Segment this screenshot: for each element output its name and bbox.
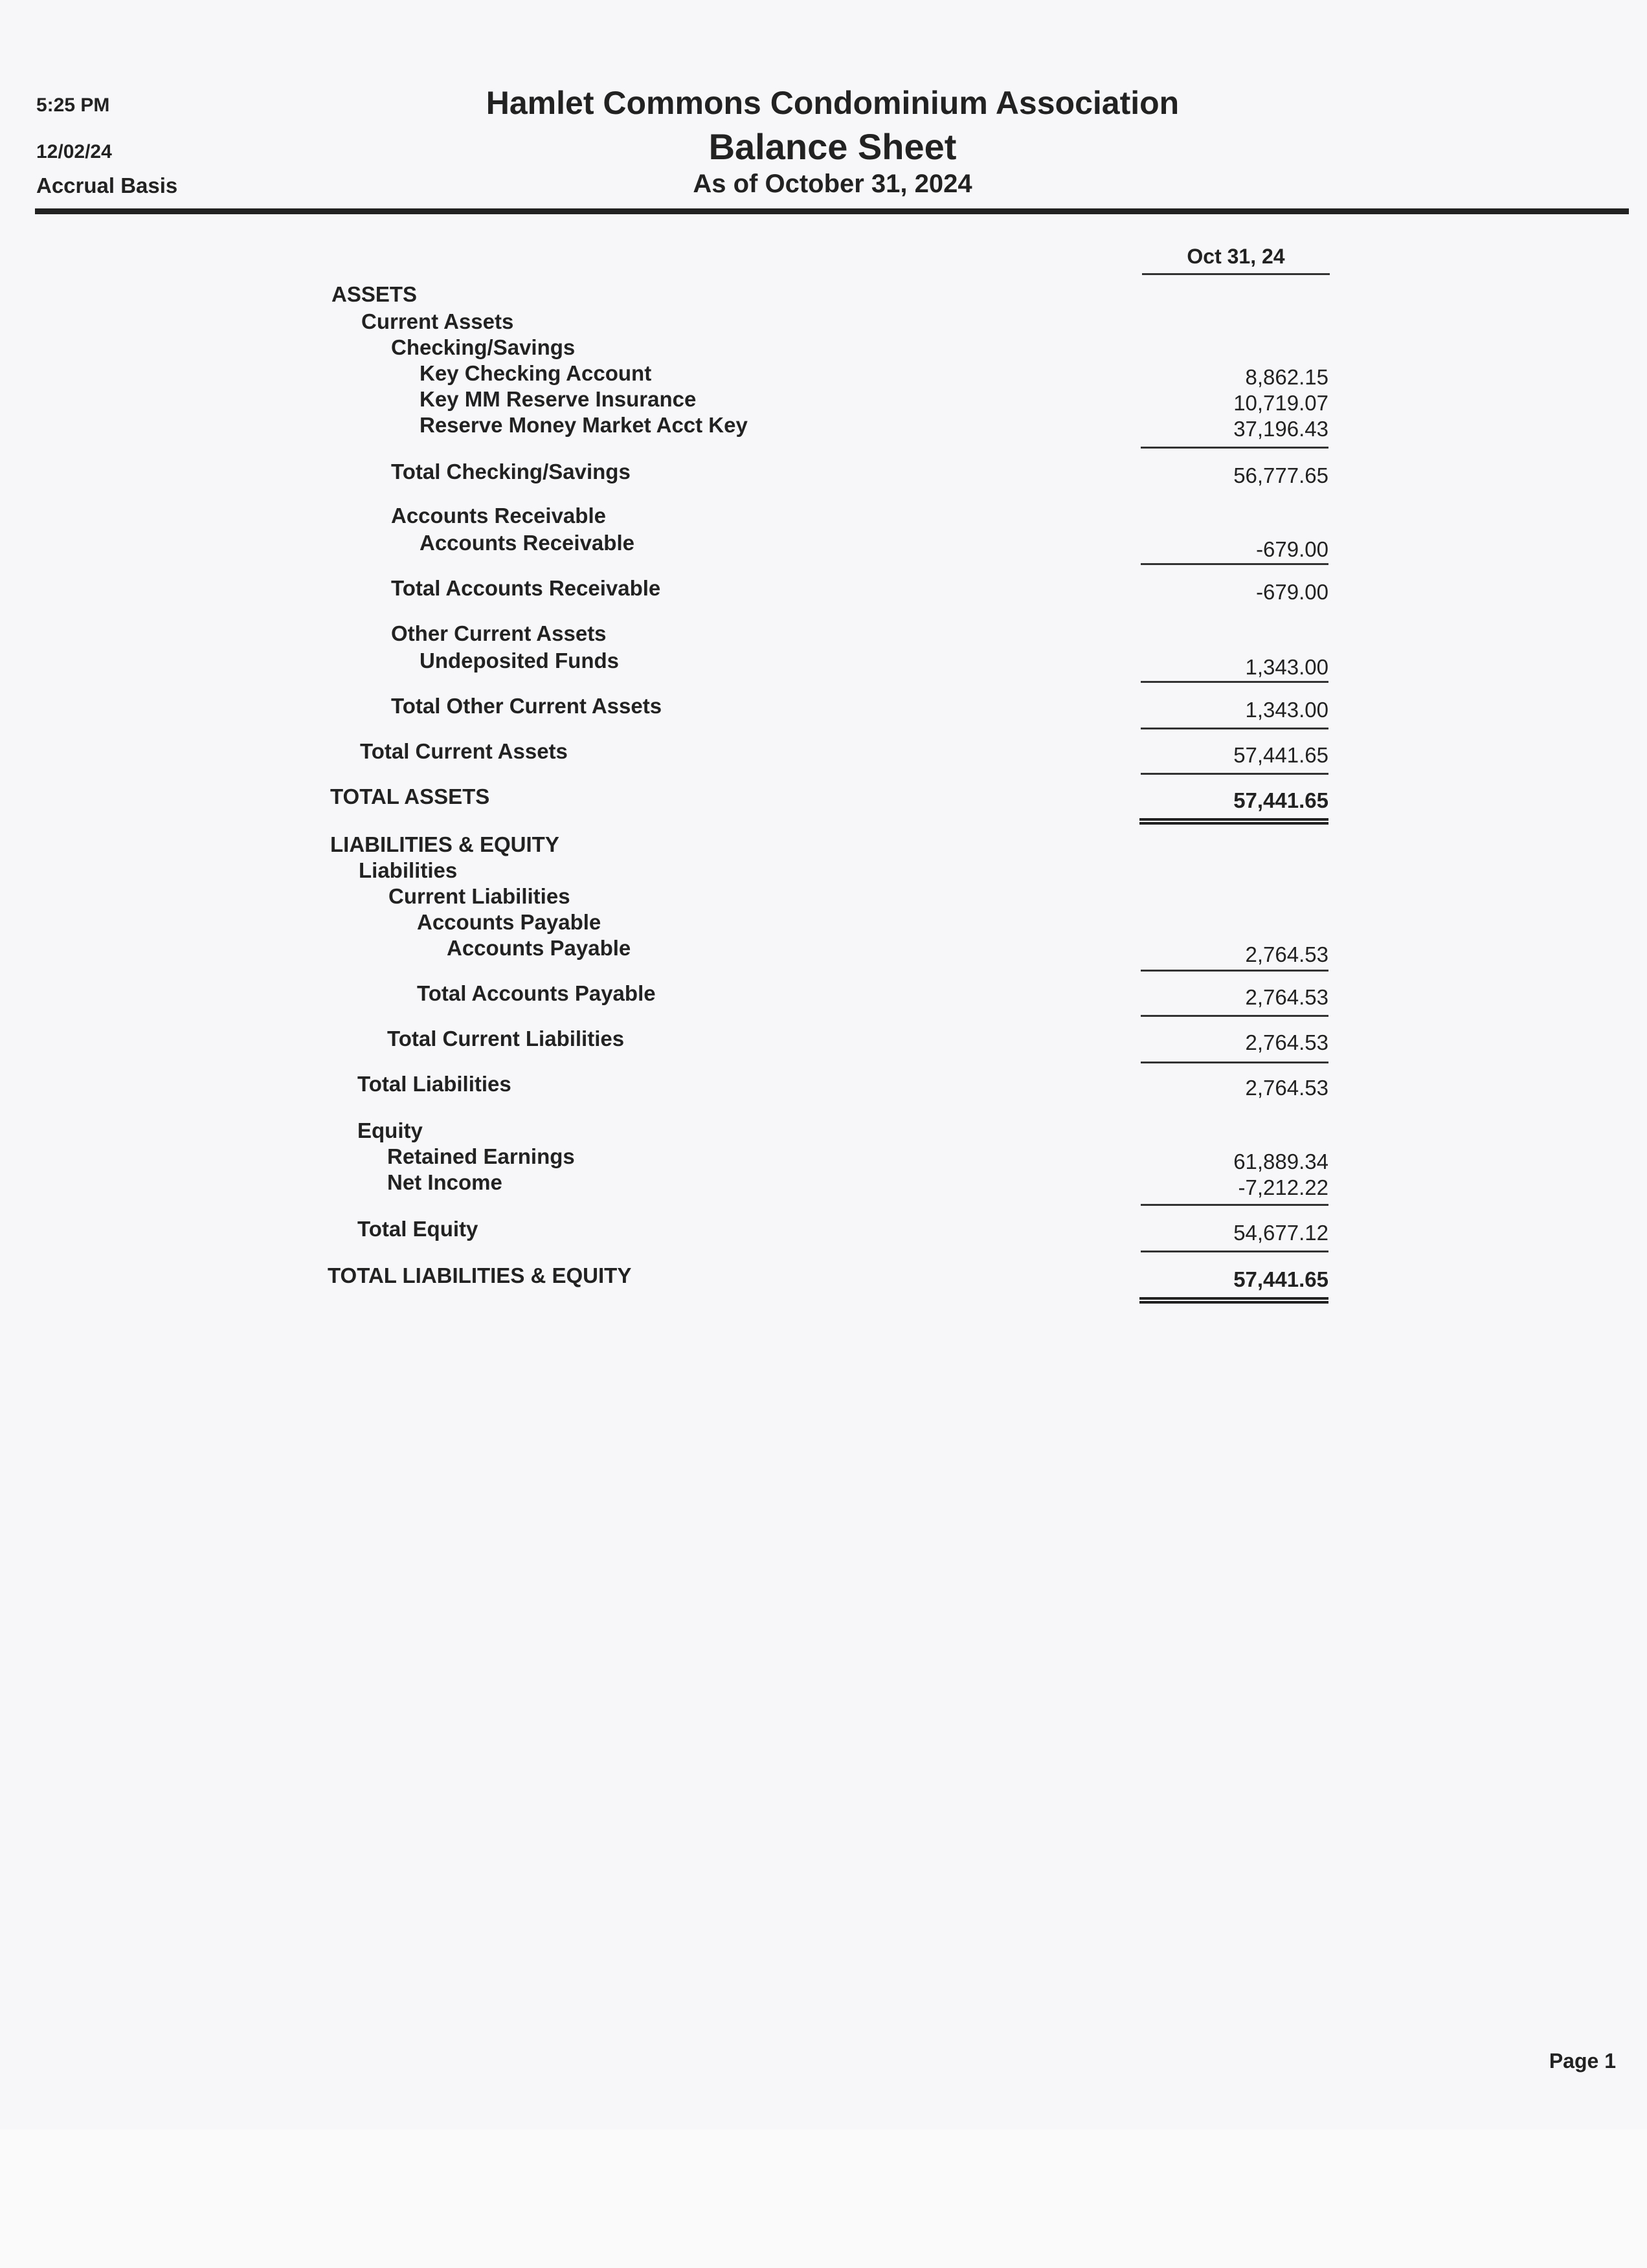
company-name: Hamlet Commons Condominium Association (486, 85, 1180, 121)
subtotal-rule (1141, 447, 1328, 449)
row-label: Key Checking Account (420, 361, 652, 385)
subtotal-rule (1141, 1015, 1328, 1017)
row-label: Total Checking/Savings (391, 460, 631, 484)
row-label: Net Income (387, 1170, 502, 1194)
subtotal-rule (1141, 1062, 1328, 1063)
row-amount: 57,441.65 (1233, 743, 1328, 767)
report-as-of: As of October 31, 2024 (693, 170, 972, 198)
report-row (0, 694, 1647, 720)
row-label: Accounts Payable (447, 936, 631, 960)
report-row (0, 1118, 1647, 1144)
row-label: Total Accounts Receivable (391, 576, 661, 600)
subtotal-rule (1141, 773, 1328, 775)
row-amount: 2,764.53 (1245, 985, 1328, 1009)
row-label: Current Liabilities (388, 884, 570, 908)
row-amount: 8,862.15 (1245, 365, 1328, 389)
row-amount: 2,764.53 (1245, 942, 1328, 966)
report-row (0, 413, 1647, 439)
subtotal-rule (1141, 728, 1328, 729)
row-label: Checking/Savings (391, 335, 576, 359)
subtotal-rule (1141, 681, 1328, 683)
row-amount: 57,441.65 (1233, 788, 1328, 812)
report-row (0, 739, 1647, 765)
row-label: Total Current Assets (360, 739, 568, 763)
report-row (0, 1072, 1647, 1098)
row-amount: 57,441.65 (1233, 1267, 1328, 1291)
report-row (0, 1144, 1647, 1173)
report-row (0, 460, 1647, 485)
row-label: Total Liabilities (357, 1072, 511, 1096)
report-row (0, 282, 1647, 308)
row-label: Equity (357, 1118, 423, 1142)
report-date: 12/02/24 (36, 141, 112, 162)
report-time: 5:25 PM (36, 94, 110, 116)
row-label: Accounts Payable (417, 910, 601, 934)
subtotal-rule (1141, 970, 1328, 972)
row-label: Total Current Liabilities (387, 1027, 625, 1051)
report-row (0, 1170, 1647, 1199)
row-amount: 2,764.53 (1245, 1076, 1328, 1100)
row-amount: 37,196.43 (1233, 417, 1328, 441)
row-label: Total Equity (357, 1217, 478, 1241)
page-number: Page 1 (1549, 2049, 1616, 2073)
row-label: TOTAL LIABILITIES & EQUITY (328, 1263, 632, 1287)
report-row (0, 784, 1647, 810)
row-label: Total Other Current Assets (391, 694, 662, 718)
header-divider (35, 208, 1629, 214)
row-label: Other Current Assets (391, 621, 607, 645)
report-row (0, 1217, 1647, 1243)
row-label: Accounts Receivable (391, 504, 606, 528)
report-row (0, 1263, 1647, 1289)
report-row (0, 576, 1647, 602)
report-basis: Accrual Basis (36, 173, 178, 197)
row-label: Reserve Money Market Acct Key (420, 413, 748, 437)
row-label: Key MM Reserve Insurance (420, 387, 697, 411)
column-header: Oct 31, 24 (1187, 245, 1285, 268)
report-row (0, 1027, 1647, 1052)
report-row (0, 309, 1647, 335)
row-label: Retained Earnings (387, 1144, 575, 1168)
row-amount: 2,764.53 (1245, 1030, 1328, 1054)
subtotal-rule (1141, 1204, 1328, 1206)
report-row (0, 387, 1647, 413)
row-amount: 56,777.65 (1233, 463, 1328, 487)
report-row (0, 884, 1647, 910)
column-header-rule (1142, 273, 1330, 275)
report-row (0, 531, 1647, 561)
report-row (0, 858, 1647, 884)
report-row (0, 832, 1647, 858)
row-amount: 54,677.12 (1233, 1221, 1328, 1245)
row-label: Undeposited Funds (420, 649, 619, 673)
row-label: Total Accounts Payable (417, 981, 656, 1005)
row-label: ASSETS (331, 282, 418, 306)
report-row (0, 504, 1647, 529)
row-amount: 10,719.07 (1233, 391, 1328, 415)
grand-total-rule (1139, 1297, 1328, 1304)
row-amount: -679.00 (1256, 537, 1328, 561)
row-label: Current Assets (361, 309, 514, 333)
row-label: TOTAL ASSETS (330, 784, 490, 808)
grand-total-rule (1139, 818, 1328, 825)
row-label: Liabilities (359, 858, 458, 882)
report-row (0, 335, 1647, 361)
row-amount: 1,343.00 (1245, 655, 1328, 679)
row-label: LIABILITIES & EQUITY (330, 832, 559, 856)
row-label: Accounts Receivable (420, 531, 634, 555)
report-row (0, 361, 1647, 387)
report-row (0, 910, 1647, 936)
report-title: Balance Sheet (708, 126, 957, 167)
row-amount: 61,889.34 (1233, 1150, 1328, 1173)
report-row (0, 649, 1647, 679)
subtotal-rule (1141, 1251, 1328, 1252)
row-amount: -679.00 (1256, 580, 1328, 604)
row-amount: 1,343.00 (1245, 698, 1328, 722)
row-amount: -7,212.22 (1238, 1175, 1328, 1199)
subtotal-rule (1141, 563, 1328, 565)
report-row (0, 981, 1647, 1007)
report-row (0, 936, 1647, 966)
scan-margin (0, 2129, 1647, 2268)
report-row (0, 621, 1647, 647)
